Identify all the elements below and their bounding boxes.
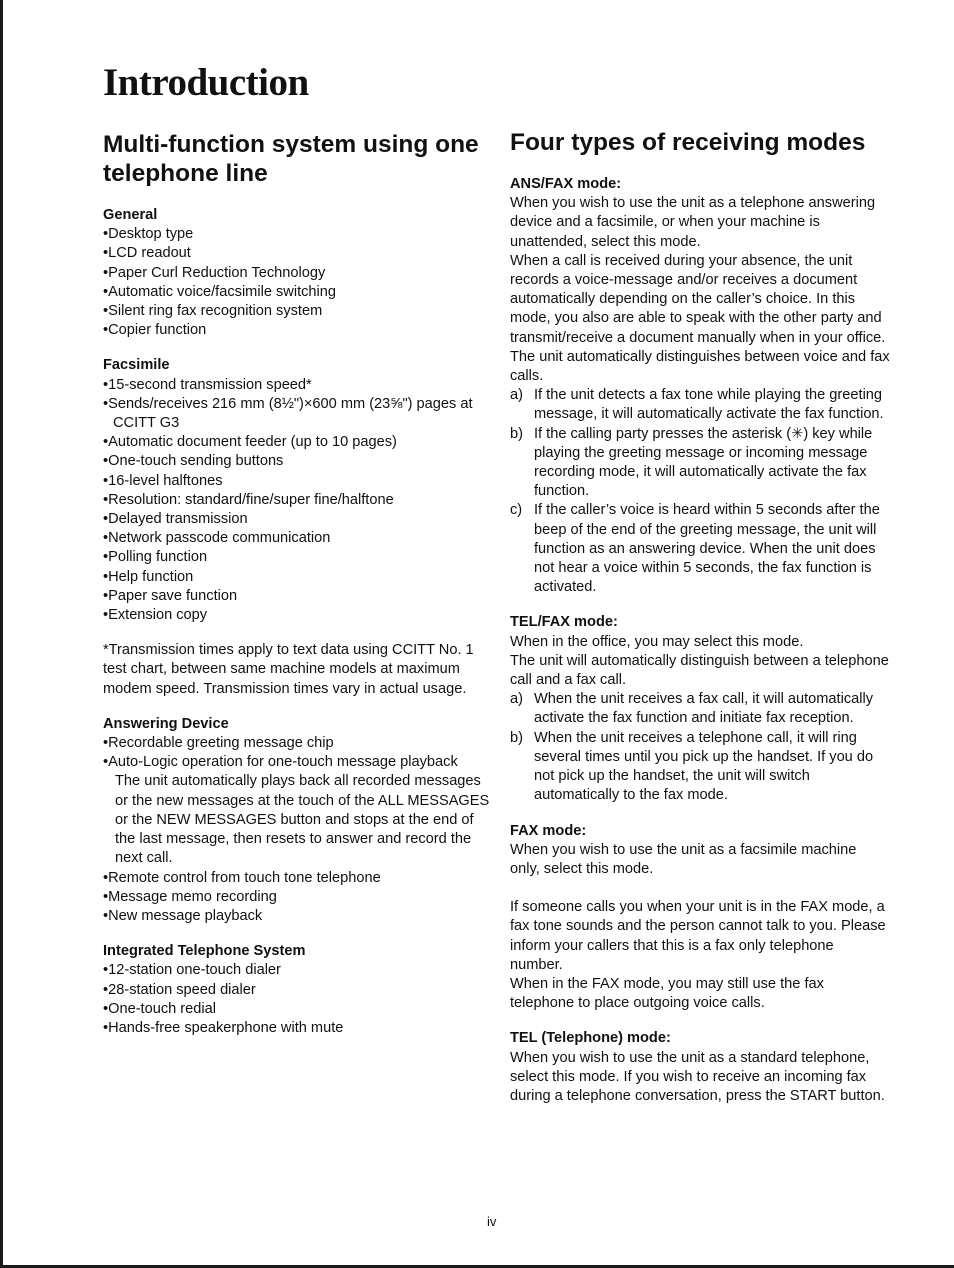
- list-marker: a): [510, 387, 523, 404]
- list-item: • Sends/receives 216 mm (8½")×600 mm (23⅝") pages at CCITT G3: [103, 395, 493, 433]
- list-item: • 28-station speed dialer: [103, 981, 493, 1000]
- list-item: • LCD readout: [103, 244, 493, 263]
- general-list: [103, 225, 493, 340]
- fax-title: FAX mode:: [510, 822, 587, 839]
- list-item: • Remote control from touch tone telephone: [103, 869, 493, 888]
- telephone-title: Integrated Telephone System: [103, 943, 306, 960]
- left-column: [103, 130, 493, 1054]
- list-item: • Extension copy: [103, 606, 493, 625]
- list-item: • Desktop type: [103, 225, 493, 244]
- list-item: • Resolution: standard/fine/super fine/halftone: [103, 491, 493, 510]
- list-marker: a): [510, 691, 523, 708]
- list-item: • Message memo recording: [103, 888, 493, 907]
- list-item: • New message playback: [103, 907, 493, 926]
- list-marker: b): [510, 729, 523, 746]
- list-item: • One-touch redial: [103, 1000, 493, 1019]
- facsimile-section: [103, 356, 493, 625]
- scan-edge-left: [0, 0, 3, 1268]
- answering-title: Answering Device: [103, 715, 229, 732]
- page-title: Introduction: [103, 61, 309, 104]
- right-column: [510, 128, 890, 1122]
- facsimile-title: Facsimile: [103, 357, 170, 374]
- answering-list: [103, 734, 493, 772]
- list-text: If the unit detects a fax tone while playing the greeting message, it will automatically activate the fax function.: [534, 387, 884, 423]
- tel-title: TEL (Telephone) mode:: [510, 1030, 671, 1047]
- telfax-p2: The unit will automatically distinguish between a telephone call and a fax call.: [510, 652, 889, 689]
- list-item: • Paper Curl Reduction Technology: [103, 264, 493, 283]
- telfax-list: [510, 690, 890, 805]
- list-text: When the unit receives a telephone call, it will ring several times until you pick up the handset. If you do not pick up the handset, the unit will switch automatically to the fax mode.: [534, 729, 874, 804]
- list-item: • 12-station one-touch dialer: [103, 961, 493, 980]
- list-item: • 15-second transmission speed*: [103, 376, 493, 395]
- list-item: • Polling function: [103, 548, 493, 567]
- ansfax-p3: The unit automatically distinguishes between voice and fax calls.: [510, 348, 890, 385]
- list-item: • One-touch sending buttons: [103, 452, 493, 471]
- list-marker: b): [510, 425, 523, 442]
- answering-paragraph: The unit automatically plays back all recorded messages or the new messages at the touch of the ALL MESSAGES or the NEW MESSAGES button and stops at the end of the last message, then resets to answer and record the next call.: [115, 773, 490, 867]
- fax-p2: If someone calls you when your unit is in the FAX mode, a fax tone sounds and the person cannot talk to you. Please inform your callers that this is a fax only telephone number.: [510, 899, 886, 973]
- right-heading: Four types of receiving modes: [510, 129, 866, 156]
- fax-p3: When in the FAX mode, you may still use the fax telephone to place outgoing voice calls.: [510, 975, 824, 1012]
- facsimile-list: [103, 376, 493, 626]
- list-item: • Delayed transmission: [103, 510, 493, 529]
- list-item: • Hands-free speakerphone with mute: [103, 1019, 493, 1038]
- list-item: [510, 501, 890, 597]
- list-item: • Copier function: [103, 321, 493, 340]
- list-item: • 16-level halftones: [103, 472, 493, 491]
- list-item: • Help function: [103, 568, 493, 587]
- fax-p1: When you wish to use the unit as a facsimile machine only, select this mode.: [510, 841, 857, 877]
- list-item: • Automatic document feeder (up to 10 pages): [103, 433, 493, 452]
- answering-list-more: [103, 869, 493, 927]
- list-item: • Network passcode communication: [103, 529, 493, 548]
- list-item: • Paper save function: [103, 587, 493, 606]
- ansfax-p2: When a call is received during your absence, the unit records a voice-message and/or receives a document automatically depending on the caller’s choice. In this mode, you also are able to speak with the other party and transmit/receive a document manually when in your office.: [510, 252, 886, 346]
- footnote: *Transmission times apply to text data using CCITT No. 1 test chart, between same machine models at maximum modem speed. Transmission times vary in actual usage.: [103, 642, 474, 697]
- ansfax-list: [510, 386, 890, 597]
- ansfax-section: [510, 175, 890, 597]
- list-item: [510, 425, 890, 502]
- list-item: • Silent ring fax recognition system: [103, 302, 493, 321]
- telfax-title: TEL/FAX mode:: [510, 614, 618, 631]
- telephone-list: [103, 961, 493, 1038]
- general-title: General: [103, 207, 158, 223]
- list-text: When the unit receives a fax call, it will automatically activate the fax function and initiate fax reception.: [534, 691, 874, 727]
- ansfax-title: ANS/FAX mode:: [510, 176, 622, 192]
- list-item: • Automatic voice/facsimile switching: [103, 283, 493, 302]
- answering-section: [103, 715, 493, 926]
- list-text: If the caller’s voice is heard within 5 seconds after the beep of the end of the greeting message, the unit will function as an answering device. When the unit does not hear a voice within 5 seconds, the fax function is activated.: [534, 502, 880, 596]
- list-item: [510, 690, 890, 728]
- left-heading: Multi-function system using one telephone line: [103, 131, 479, 187]
- list-text: If the calling party presses the asterisk (✳) key while playing the greeting message or incoming message recording mode, it will automatically activate the fax function.: [534, 425, 873, 500]
- telfax-section: [510, 613, 890, 805]
- tel-section: [510, 1029, 890, 1106]
- telfax-p1: When in the office, you may select this mode.: [510, 633, 804, 650]
- list-item: [510, 729, 890, 806]
- list-item: [510, 386, 890, 424]
- page-number: iv: [487, 1214, 497, 1229]
- list-item: • Recordable greeting message chip: [103, 734, 493, 753]
- telephone-section: [103, 942, 493, 1038]
- tel-p1: When you wish to use the unit as a standard telephone, select this mode. If you wish to receive an incoming fax during a telephone conversation, press the START button.: [510, 1049, 885, 1104]
- list-marker: c): [510, 502, 523, 519]
- list-item: • Auto-Logic operation for one-touch message playback: [103, 753, 493, 772]
- fax-section: [510, 822, 890, 1014]
- general-section: [103, 206, 493, 340]
- ansfax-p1: When you wish to use the unit as a telephone answering device and a facsimile, or when your machine is unattended, select this mode.: [510, 195, 876, 250]
